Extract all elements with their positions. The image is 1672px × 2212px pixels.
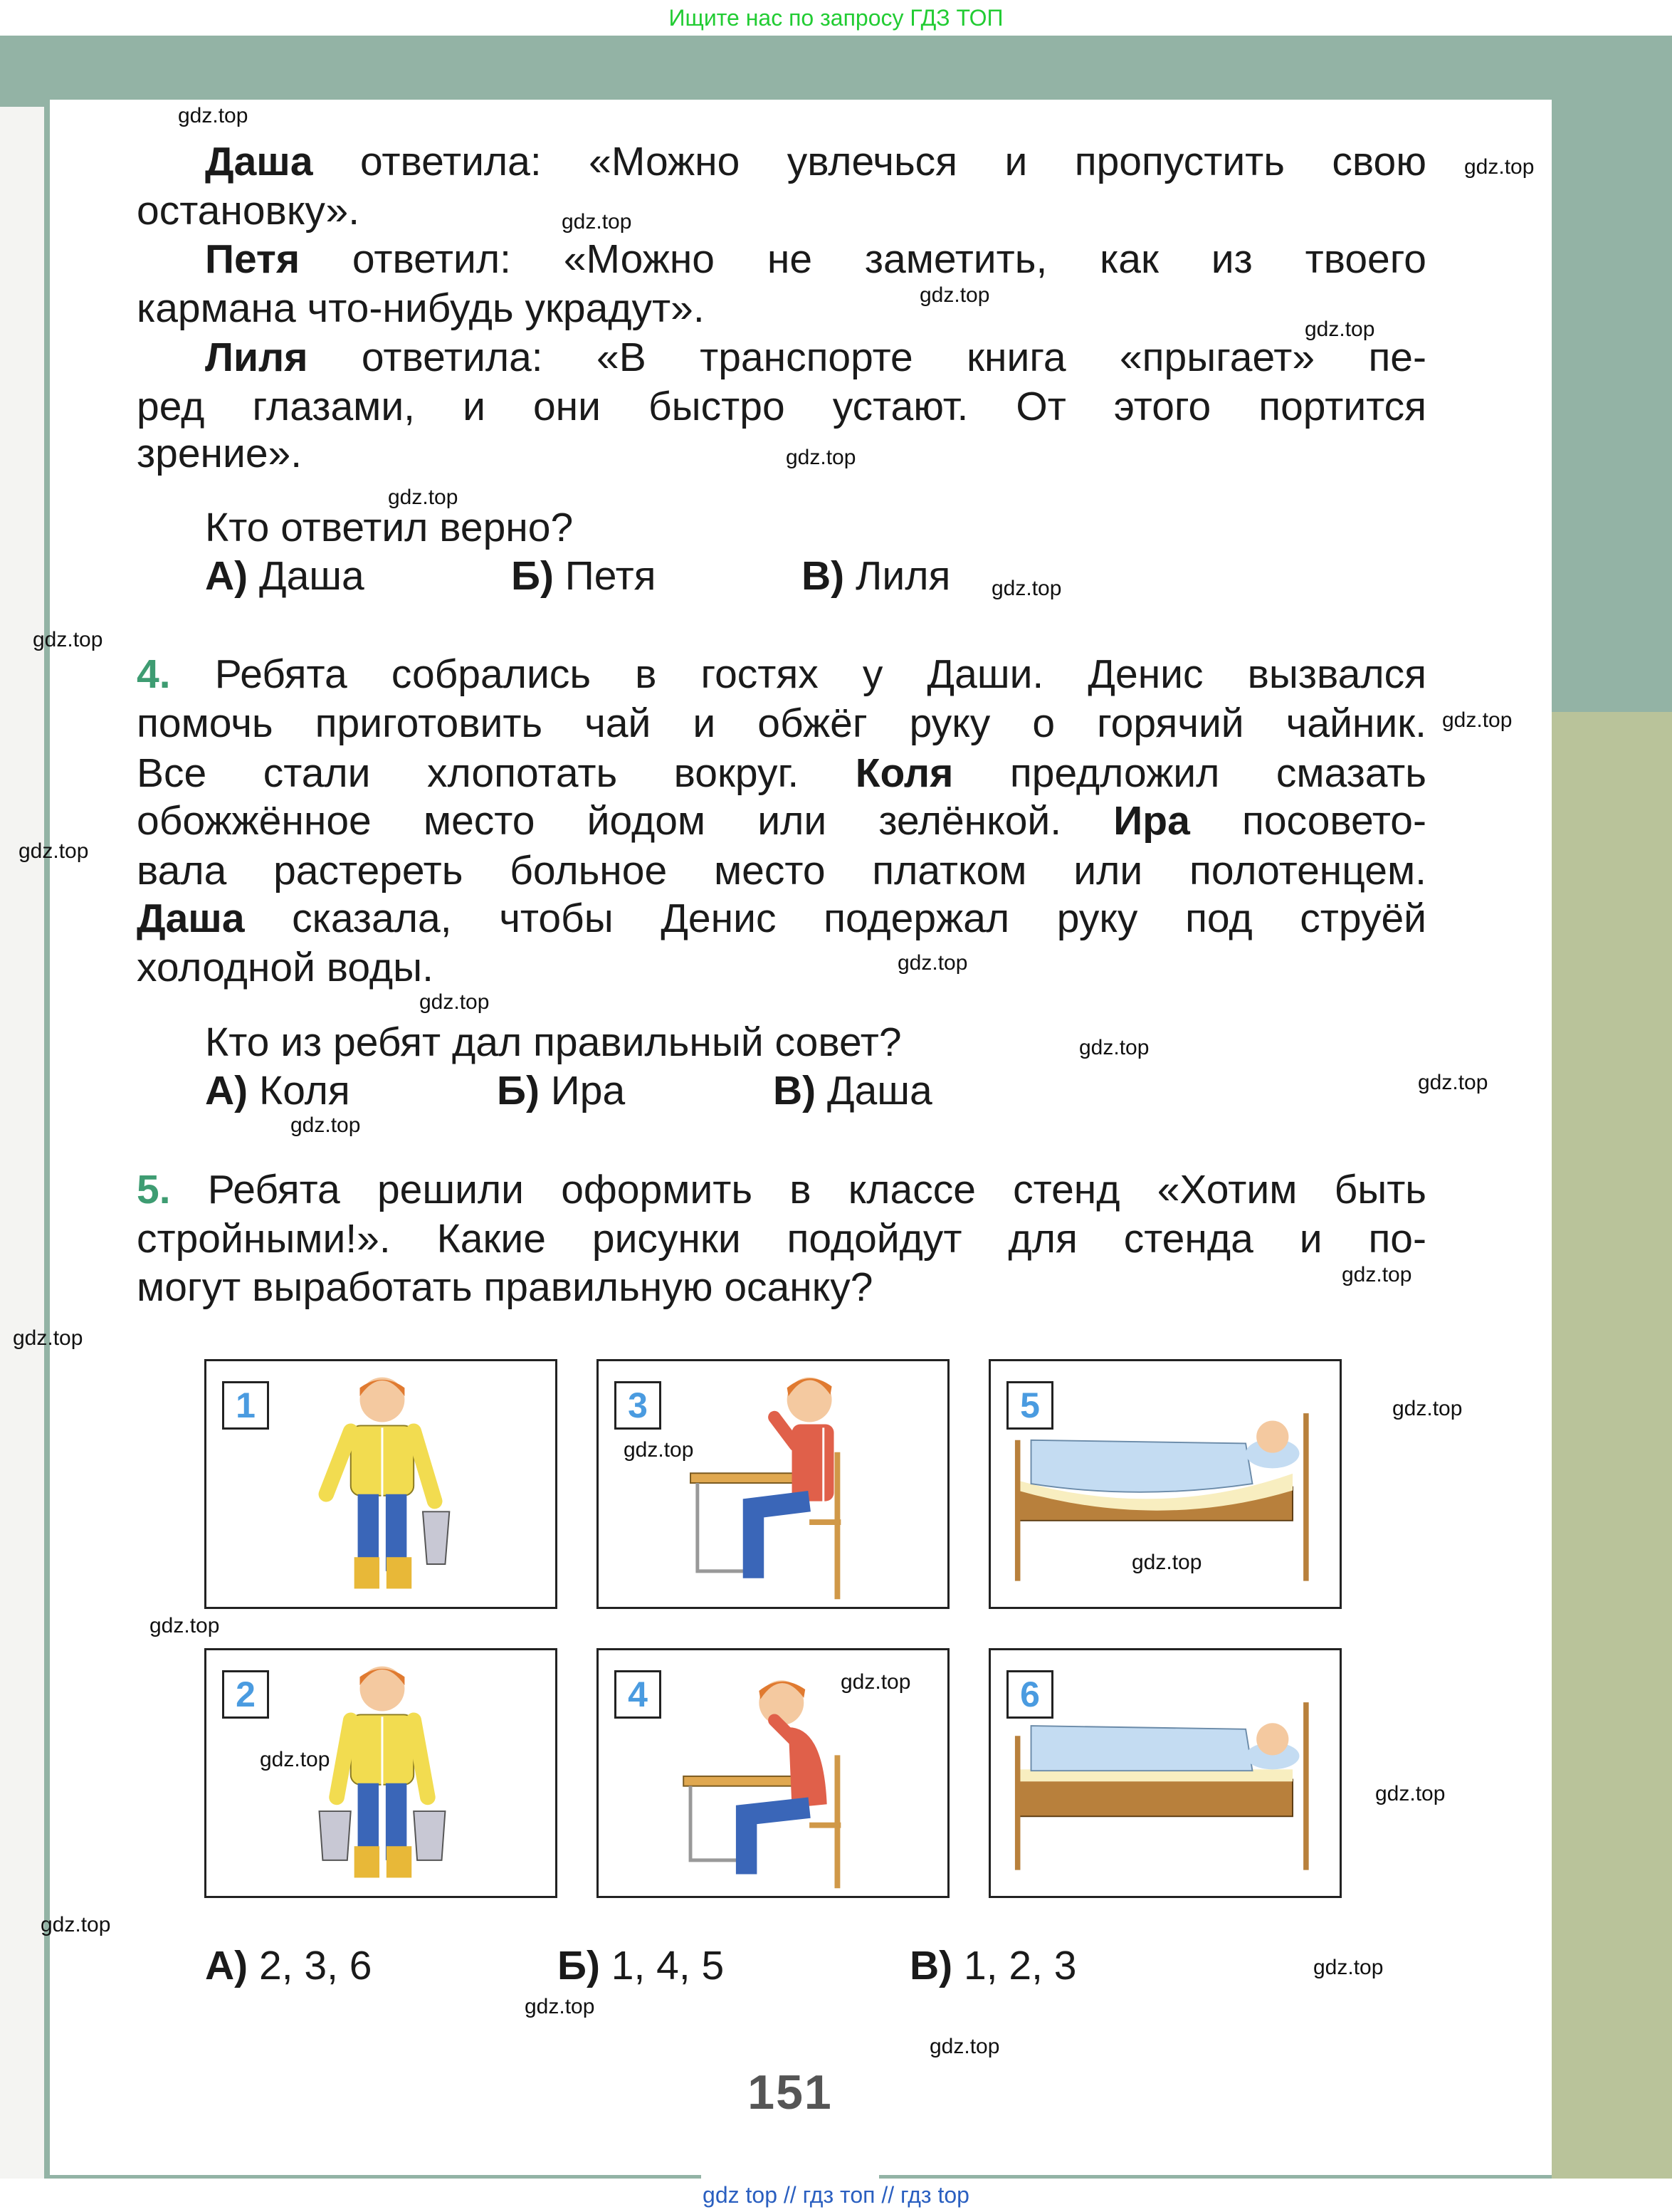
option-letter: Б) [557,1943,600,1988]
watermark: gdz.top [1079,1036,1150,1059]
option-a[interactable] [205,1066,350,1115]
name-bold: Петя [205,236,300,282]
line-text: Все стали хлопотать вокруг. [137,750,856,796]
option-text: Коля [259,1068,350,1113]
watermark: gdz.top [786,446,856,469]
watermark: gdz.top [1375,1782,1446,1805]
top-banner: Ищите нас по запросу ГДЗ ТОП [0,0,1672,36]
text-line [205,137,1426,186]
watermark: gdz.top [1418,1071,1488,1094]
line-text: посовето- [1189,798,1426,844]
watermark: gdz.top [1132,1551,1202,1574]
watermark: gdz.top [525,1995,595,2018]
watermark: gdz.top [1305,318,1375,341]
picture-number-label: 1 [222,1381,269,1430]
task-number: 5. [137,1167,171,1212]
picture-number-label: 4 [614,1670,661,1719]
text-line: стройными!». Какие рисунки подойдут для стенда и по- [137,1216,1426,1262]
option-text: 1, 2, 3 [964,1943,1077,1988]
option-a[interactable] [205,1941,372,1990]
line-text: ответил: «Можно не заметить, как из твоего [300,236,1426,282]
option-a[interactable] [205,552,364,600]
text-line [137,1165,1426,1214]
watermark: gdz.top [1392,1397,1463,1420]
option-b[interactable] [557,1941,724,1990]
book-spine-strip [0,107,44,2179]
option-letter: В) [801,553,845,599]
picture-number-label: 5 [1006,1381,1053,1430]
text-line: ред глазами, и они быстро устают. От этого портится [137,384,1426,429]
text-line: холодной воды. [137,945,433,990]
option-text: Лиля [856,553,951,599]
page-number: 151 [747,2065,833,2119]
option-letter: А) [205,1943,248,1988]
option-letter: Б) [511,553,554,599]
watermark: gdz.top [898,951,968,975]
option-c[interactable] [910,1941,1076,1990]
question: Кто из ребят дал правильный совет? [205,1019,902,1065]
text-line [205,235,1426,283]
picture-6-bed-firm [989,1648,1342,1898]
footer-links[interactable]: gdz top // гдз топ // гдз top [0,2179,1672,2212]
option-c[interactable] [801,552,950,600]
name-bold: Даша [205,139,313,184]
name-bold: Ира [1113,798,1190,844]
watermark: gdz.top [19,839,89,863]
line-text: ответила: «В транспорте книга «прыгает» пе- [307,335,1426,380]
text-line: могут выработать правильную осанку? [137,1264,873,1310]
line-text: ответила: «Можно увлечься и пропустить свою [312,139,1426,184]
watermark: gdz.top [1313,1956,1384,1979]
option-letter: А) [205,1068,248,1113]
background-accent [1552,712,1672,2179]
line-text: Ребята собрались в гостях у Даши. Денис вызвался [214,651,1426,697]
text-line: кармана что-нибудь украдут». [137,285,705,331]
picture-number-label: 2 [222,1670,269,1719]
text-line [137,749,1426,797]
watermark: gdz.top [260,1748,330,1771]
watermark: gdz.top [1442,708,1513,732]
watermark: gdz.top [419,990,490,1014]
option-text: 2, 3, 6 [259,1943,372,1988]
watermark: gdz.top [149,1614,220,1637]
picture-number-label: 6 [1006,1670,1053,1719]
option-text: 1, 4, 5 [611,1943,725,1988]
question: Кто ответил верно? [205,505,574,550]
picture-2-boy-two-buckets [204,1648,557,1898]
text-line: зрение». [137,431,303,476]
watermark: gdz.top [1464,155,1535,179]
option-text: Даша [827,1068,932,1113]
watermark: gdz.top [624,1438,694,1462]
watermark: gdz.top [290,1113,361,1137]
task-number: 4. [137,651,171,697]
text-line [137,894,1426,943]
watermark: gdz.top [178,104,248,127]
option-c[interactable] [773,1066,932,1115]
name-bold: Лиля [205,335,308,380]
option-text: Даша [259,553,364,599]
watermark: gdz.top [562,210,632,234]
text-line: остановку». [137,188,360,234]
option-b[interactable] [497,1066,625,1115]
watermark: gdz.top [841,1670,911,1694]
watermark: gdz.top [33,628,103,651]
line-text: Ребята решили оформить в классе стенд «Хотим быть [207,1167,1426,1212]
option-text: Петя [564,553,656,599]
option-letter: В) [773,1068,816,1113]
line-text: сказала, чтобы Денис подержал руку под струёй [244,896,1426,941]
picture-3-boy-sitting-upright [596,1359,950,1609]
picture-1-boy-one-bucket [204,1359,557,1609]
text-line [205,333,1426,382]
watermark: gdz.top [13,1326,83,1350]
watermark: gdz.top [1342,1263,1412,1286]
option-text: Ира [550,1068,626,1113]
option-letter: Б) [497,1068,540,1113]
watermark: gdz.top [920,283,990,307]
option-letter: В) [910,1943,953,1988]
name-bold: Даша [137,896,245,941]
text-line [137,797,1426,845]
watermark: gdz.top [41,1913,111,1936]
text-line: помочь приготовить чай и обжёг руку о горячий чайник. [137,701,1426,746]
watermark: gdz.top [388,486,458,509]
name-bold: Коля [855,750,954,796]
option-letter: А) [205,553,248,599]
text-line [137,650,1426,698]
line-text: предложил смазать [953,750,1426,796]
text-line: вала растереть больное место платком или полотенцем. [137,848,1426,893]
watermark: gdz.top [992,577,1062,600]
option-b[interactable] [511,552,656,600]
picture-number-label: 3 [614,1381,661,1430]
watermark: gdz.top [930,2035,1000,2058]
line-text: обожжённое место йодом или зелёнкой. [137,798,1114,844]
